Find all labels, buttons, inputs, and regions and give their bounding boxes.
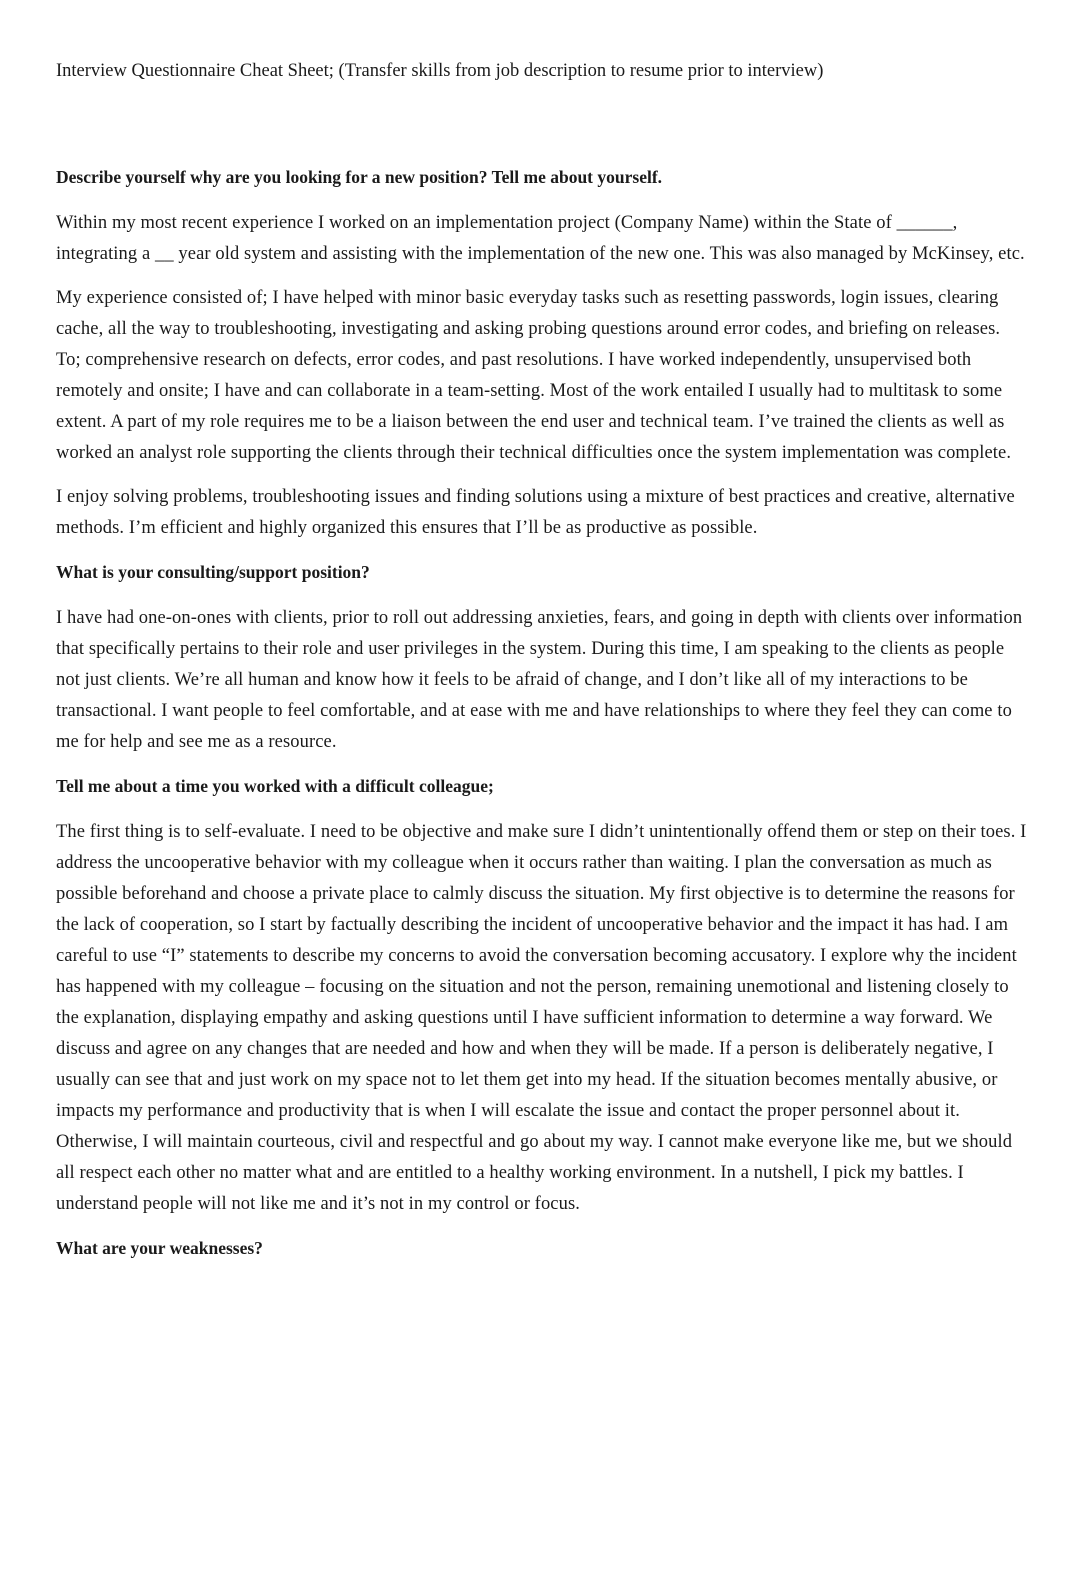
document-title: Interview Questionnaire Cheat Sheet; (Transfer skills from job description to resume prior to interview) — [56, 61, 824, 81]
paragraph: The first thing is to self-evaluate. I need to be objective and make sure I didn’t unintentionally offend them or step on their toes. I address the uncooperative behavior with my colleague when it occurs rather than waiting. I plan the conversation as much as possible beforehand and choose a private place to calmly discuss the situation. My first objective is to determine the reasons for the lack of cooperation, so I start by factually describing the incident of uncooperative behavior and the impact it has had. I am careful to use “I” statements to describe my concerns to avoid the conversation becoming accusatory. I explore why the incident has happened with my colleague – focusing on the situation and not the person, remaining unemotional and listening closely to the explanation, displaying empathy and asking questions until I have sufficient information to determine a way forward. We discuss and agree on any changes that are needed and how and when they will be made. If a person is deliberately negative, I usually can see that and just work on my space not to let them get into my head. If the situation becomes mentally abusive, or impacts my performance and productivity that is when I will escalate the issue and contact the proper personnel about it. Otherwise, I will maintain courteous, civil and respectful and go about my way. I cannot make everyone like me, but we should all respect each other no matter what and are entitled to a healthy working environment. In a nutshell, I pick my battles. I understand people will not like me and it’s not in my control or focus. — [56, 822, 1027, 1214]
section-heading-describe-yourself: Describe yourself why are you looking for a new position? Tell me about yourself. — [56, 167, 663, 187]
section-heading-weaknesses: What are your weaknesses? — [56, 1238, 263, 1258]
paragraph: Within my most recent experience I worked on an implementation project (Company Name) within the State of ______, integrating a __ year old system and assisting with the implementation of the new one. This was also managed by McKinsey, etc. — [56, 213, 1025, 264]
paragraph: I enjoy solving problems, troubleshooting issues and finding solutions using a mixture of best practices and creative, alternative methods. I’m efficient and highly organized this ensures that I’ll be as productive as possible. — [56, 487, 1015, 538]
paragraph: I have had one-on-ones with clients, prior to roll out addressing anxieties, fears, and going in depth with clients over information that specifically pertains to their role and user privileges in the system. During this time, I am speaking to the clients as people not just clients. We’re all human and know how it feels to be afraid of change, and I don’t like all of my interactions to be transactional. I want people to feel comfortable, and at ease with me and have relationships to where they feel they can come to me for help and see me as a resource. — [56, 608, 1023, 752]
section-heading-difficult-colleague: Tell me about a time you worked with a difficult colleague; — [56, 776, 494, 796]
section-heading-consulting-position: What is your consulting/support position? — [56, 562, 370, 582]
paragraph: My experience consisted of; I have helped with minor basic everyday tasks such as resetting passwords, login issues, clearing cache, all the way to troubleshooting, investigating and asking probing questions around error codes, and briefing on releases. To; comprehensive research on defects, error codes, and past resolutions. I have worked independently, unsupervised both remotely and onsite; I have and can collaborate in a team-setting. Most of the work entailed I usually had to multitask to some extent. A part of my role requires me to be a liaison between the end user and technical team. I’ve trained the clients as well as worked an analyst role supporting the clients through their technical difficulties once the system implementation was complete. — [56, 288, 1012, 463]
